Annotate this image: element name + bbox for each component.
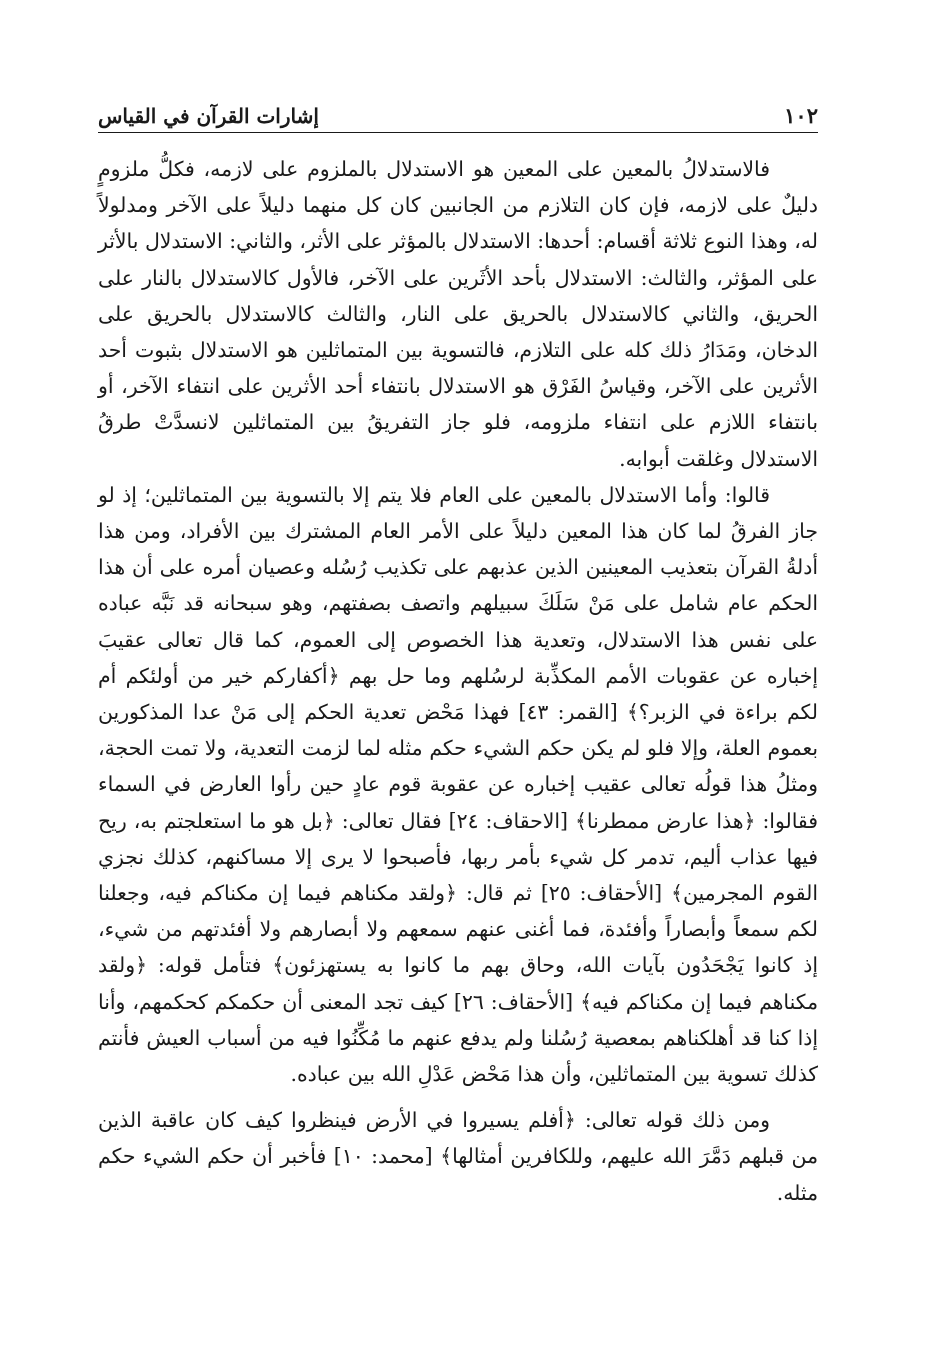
paragraph: ومن ذلك قوله تعالى: ﴿أفلم يسيروا في الأرض فينظروا كيف كان عاقبة الذين من قبلهم دَمَّرَ الله عليهم، وللكافرين أمثالها﴾ [محمد: ١٠] فأخبر أن حكم الشيء حكم مثله.	[98, 1108, 818, 1205]
page-number: ١٠٢	[784, 103, 818, 128]
running-title: إشارات القرآن في القياس	[98, 104, 319, 128]
paragraph: فالاستدلالُ بالمعين على المعين هو الاستدلال بالملزوم على لازمه، فكلُّ ملزومٍ دليلٌ على لازمه، فإن كان التلازم من الجانبين كان كل منهما دليلاً على الآخر ومدلولاً له، وهذا النوع ثلاثة أقسام: أحدها: الاستدلال بالمؤثر على الأثر، والثاني: الاستدلال بالأثر على المؤثر، والثالث: الاستدلال بأحد الأثَرين على الآخر، فالأول كالاستدلال بالنار على الحريق، والثاني كالاستدلال بالحريق على النار، والثالث كالاستدلال بالحريق على الدخان، ومَدَارُ ذلك كله على التلازم، فالتسوية بين المتماثلين هو الاستدلال بثبوت أحد الأثرين على الآخر، وقياسُ الفَرْق هو الاستدلال بانتفاء أحد الأثرين على انتفاء الآخر، أو بانتفاء اللازم على انتفاء ملزومه، فلو جاز التفريقُ بين المتماثلين لانسدَّتْ طرقُ الاستدلال وغلقت أبوابه.	[98, 157, 818, 471]
page-header	[98, 92, 818, 133]
paragraph: قالوا: وأما الاستدلال بالمعين على العام فلا يتم إلا بالتسوية بين المتماثلين؛ إذ لو جاز الفرقُ لما كان هذا المعين دليلاً على الأمر العام المشترك بين الأفراد، ومن هذا أدلةُ القرآن بتعذيب المعينين الذين عذبهم على تكذيب رُسُله وعصيان أمره على أن هذا الحكم عام شامل على مَنْ سَلَكَ سبيلهم واتصف بصفتهم، وهو سبحانه قد نَبَّه عباده على نفس هذا الاستدلال، وتعدية هذا الخصوص إلى العموم، كما قال تعالى عقيبَ إخباره عن عقوبات الأمم المكذِّبة لرسُلهم وما حل بهم ﴿أكفاركم خير من أولئكم أم لكم براءة في الزبر؟﴾ [القمر: ٤٣] فهذا مَحْض تعدية الحكم إلى مَنْ عدا المذكورين بعموم العلة، وإلا فلو لم يكن حكم الشيء حكم مثله لما لزمت التعدية، ولا تمت الحجة، ومثلُ هذا قولُه تعالى عقيب إخباره عن عقوبة قوم عادٍ حين رأوا العارض في السماء فقالوا: ﴿هذا عارض ممطرنا﴾ [الاحقاف: ٢٤] فقال تعالى: ﴿بل هو ما استعلجتم به، ريح فيها عذاب أليم، تدمر كل شيء بأمر ربها، فأصبحوا لا يرى إلا مساكنهم، كذلك نجزي القوم المجرمين﴾ [الأحقاف: ٢٥] ثم قال: ﴿ولقد مكناهم فيما إن مكناكم فيه، وجعلنا لكم سمعاً وأبصاراً وأفئدة، فما أغنى عنهم سمعهم ولا أبصارهم ولا أفئدتهم من شيء، إذ كانوا يَجْحَدُون بآيات الله، وحاق بهم ما كانوا به يستهزئون﴾ فتأمل قوله: ﴿ولقد مكناهم فيما إن مكناكم فيه﴾ [الأحقاف: ٢٦] كيف تجد المعنى أن حكمكم كحكمهم، وأنا إذا كنا قد أهلكناهم بمعصية رُسُلنا ولم يدفع عنهم ما مُكِّنُوا فيه من أسباب العيش فأنتم كذلك تسوية بين المتماثلين، وأن هذا مَحْض عَدْلِ الله بين عباده.	[98, 482, 819, 1087]
page-body	[98, 151, 818, 1211]
book-page	[98, 92, 818, 1292]
